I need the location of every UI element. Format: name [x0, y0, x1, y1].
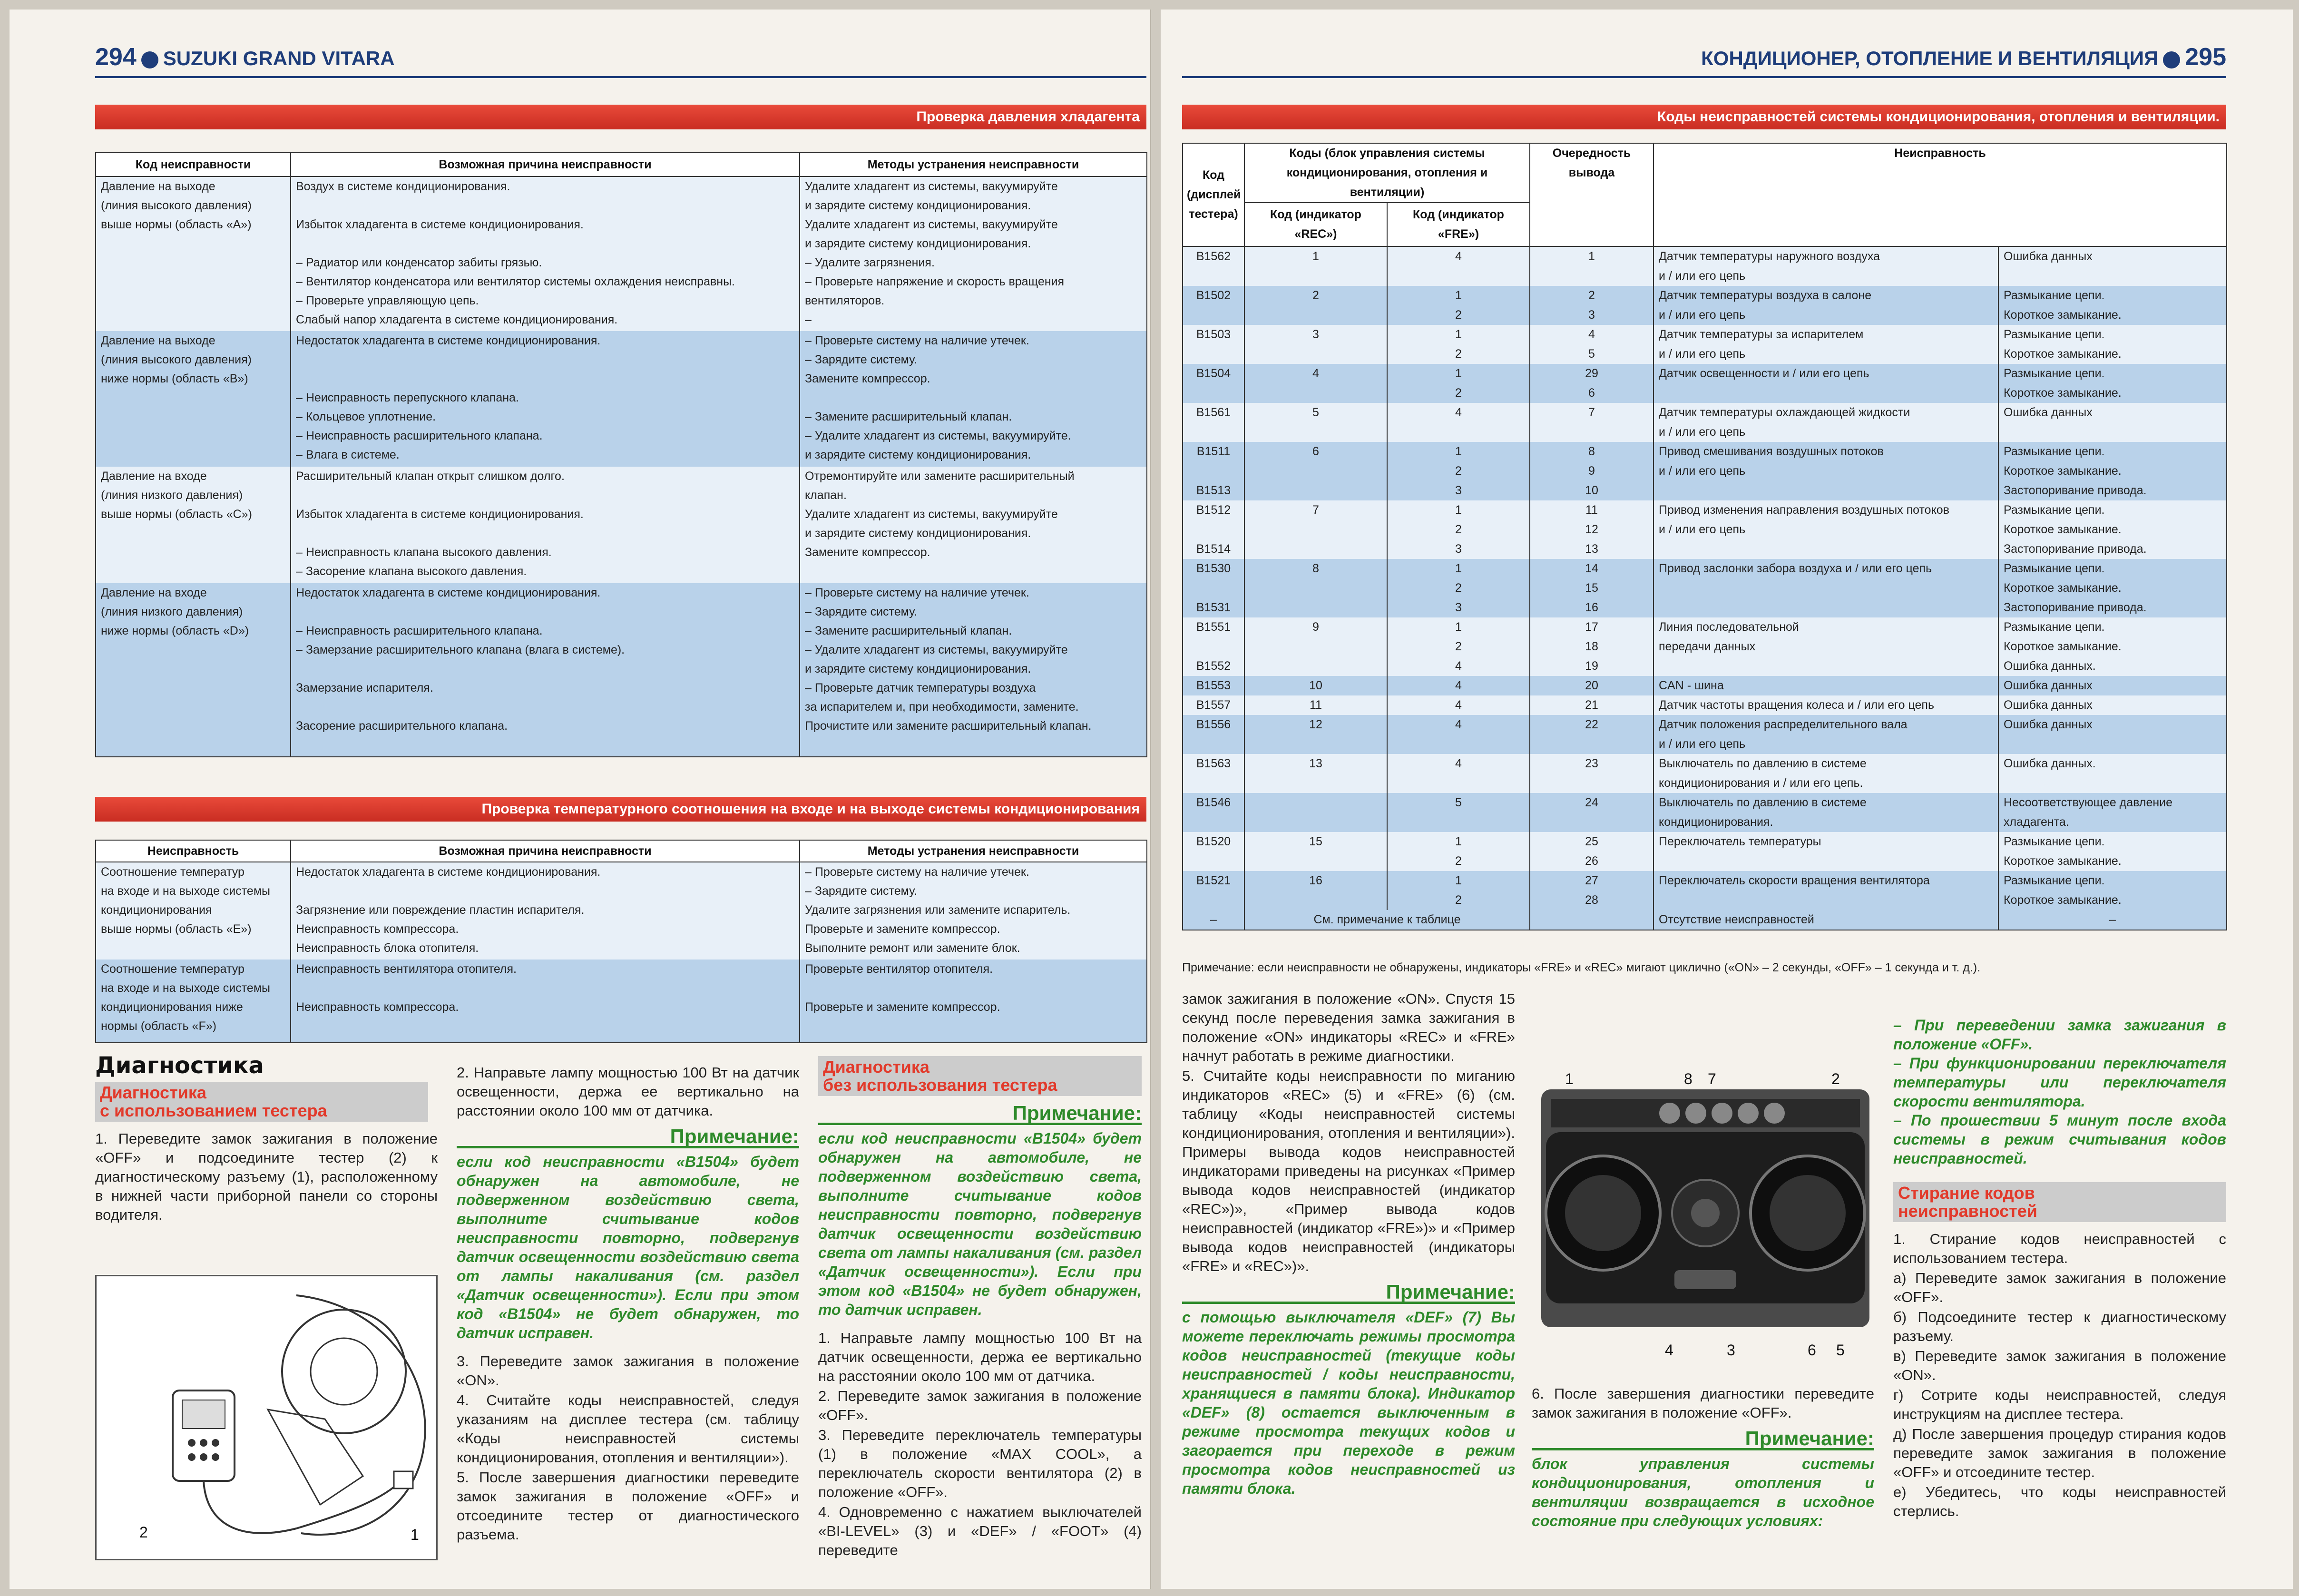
cell — [1530, 910, 1653, 930]
cell: Недостаток хладагента в системе кондиционирования. – Неисправность расширительного клапана. – Замерзание расширительного клапана (влага в системе). Замерзание испарителя. Засорение расширительного клапана. — [291, 583, 800, 757]
col-header: Код неисправности — [96, 153, 291, 176]
cell: B1546 — [1183, 793, 1244, 832]
cell: Неисправность вентилятора отопителя. Неисправность компрессора. — [291, 960, 800, 1043]
cell: Переключатель скорости вращения вентилятора — [1653, 871, 1998, 910]
paragraph: замок зажигания в положение «ON». Спустя 15 секунд после переведения замка зажигания в положение «ON» индикаторы «REC» и «FRE» начнут работать в режиме диагностики. — [1182, 990, 1515, 1064]
paragraph: б) Подсоедините тестер к диагностическому разъему. — [1893, 1309, 2226, 1344]
table1-title: Проверка давления хладагента — [95, 105, 1146, 129]
col-header: Возможная причина неисправности — [291, 840, 800, 862]
table3-title: Коды неисправностей системы кондиционирования, отопления и вентиляции. — [1182, 105, 2226, 129]
cell: Ошибка данных. — [1998, 754, 2227, 793]
paragraph: 1. Стирание кодов неисправностей с использованием тестера. — [1893, 1231, 2226, 1266]
cell: B1511 B1513 — [1183, 442, 1244, 500]
note-body: – При переведении замка зажигания в положение «OFF». — [1893, 1017, 2226, 1053]
cell: B1530 B1531 — [1183, 559, 1244, 617]
cell: Размыкание цепи. Короткое замыкание. — [1998, 364, 2227, 403]
cell: Датчик освещенности и / или его цепь — [1653, 364, 1998, 403]
table-row — [96, 176, 1147, 331]
cell: B1561 — [1183, 403, 1244, 442]
cell: Датчик температуры за испарителем и / или его цепь — [1653, 325, 1998, 364]
cell: 16 — [1244, 871, 1387, 910]
table-row — [96, 583, 1147, 757]
paragraph: в) Переведите замок зажигания в положение «ON». — [1893, 1348, 2226, 1383]
col-header: Очередность вывода — [1530, 143, 1653, 246]
paragraph: г) Сотрите коды неисправностей, следуя инструкциям на дисплее тестера. — [1893, 1387, 2226, 1422]
cell: 13 — [1244, 754, 1387, 793]
cell: 1 — [1530, 246, 1653, 286]
table-row — [1183, 754, 2227, 793]
cell — [1244, 793, 1387, 832]
table-row — [1183, 559, 2227, 617]
paragraph: 5. После завершения диагностики переведите замок зажигания в положение «OFF» и отсоедините тестер от диагностического разъема. — [457, 1469, 799, 1543]
cell: Недостаток хладагента в системе кондиционирования. – Неисправность перепускного клапана. – Кольцевое уплотнение. – Неисправность расширительного клапана. – Влага в системе. — [291, 331, 800, 467]
cell: 11 12 13 — [1530, 500, 1653, 559]
control-panel-photo — [1532, 1070, 1879, 1327]
col-header: Код (дисплей тестера) — [1183, 143, 1244, 246]
cell: Размыкание цепи. Короткое замыкание. — [1998, 871, 2227, 910]
cell: 22 — [1530, 715, 1653, 754]
cell: Размыкание цепи. Короткое замыкание. Ошибка данных. — [1998, 617, 2227, 676]
cell: Давление на входе (линия низкого давления) выше нормы (область «С») — [96, 467, 291, 583]
cell: Недостаток хладагента в системе кондиционирования. Загрязнение или повреждение пластин испарителя. Неисправность компрессора. Неисправность блока отопителя. — [291, 862, 800, 960]
cell: 4 — [1387, 676, 1530, 695]
cell: Привод заслонки забора воздуха и / или его цепь — [1653, 559, 1998, 617]
bullet-icon — [141, 51, 158, 69]
table-row — [96, 331, 1147, 467]
figure-label: 4 — [1665, 1341, 1673, 1359]
cell: Выключатель по давлению в системе кондиционирования. — [1653, 793, 1998, 832]
cell: 4 — [1244, 364, 1387, 403]
table-row — [96, 960, 1147, 1043]
cell: 7 — [1244, 500, 1387, 559]
paragraph: 5. Считайте коды неисправности по миганию индикаторов «REC» (5) и «FRE» (6) (см. таблицу «Коды неисправностей системы кондиционирования, отопления и вентиляции»). Примеры вывода кодов неисправностей индикаторами приведены на рисунках «Пример вывода кодов неисправностей (индикатор «REC»)», «Пример вывода кодов неисправностей (индикатор «FRE»)» и «Пример вывода кодов неисправностей (индикаторы «FRE» и «REC»)». — [1182, 1067, 1515, 1274]
cell: Ошибка данных — [1998, 676, 2227, 695]
cell: Датчик частоты вращения колеса и / или его цепь — [1653, 695, 1998, 715]
cell: Размыкание цепи. Короткое замыкание. — [1998, 286, 2227, 325]
cell: 20 — [1530, 676, 1653, 695]
cell: 1 2 4 — [1387, 617, 1530, 676]
col-header: Неисправность — [96, 840, 291, 862]
header-rule — [95, 76, 1146, 78]
cell: Датчик положения распределительного вала и / или его цепь — [1653, 715, 1998, 754]
paragraph: е) Убедитесь, что коды неисправностей стерлись. — [1893, 1484, 2226, 1519]
paragraph: д) После завершения процедур стирания кодов переведите замок зажигания в положение «OFF» и отсоедините тестер. — [1893, 1426, 2226, 1480]
cell: 25 26 — [1530, 832, 1653, 871]
right-column-3 — [1893, 1016, 2226, 1522]
cell: B1563 — [1183, 754, 1244, 793]
cell: Соотношение температур на входе и на выходе системы кондиционирования ниже нормы (область «F») — [96, 960, 291, 1043]
cell: 9 — [1244, 617, 1387, 676]
section-title: Диагностика — [95, 1052, 264, 1079]
table-footnote: Примечание: если неисправности не обнаружены, индикаторы «FRE» и «REC» мигают циклично («ON» – 2 секунды, «OFF» – 1 секунда и т. д.). — [1182, 961, 1981, 974]
note-body: – При функционировании переключателя температуры или переключателя скорости вентилятора. — [1893, 1055, 2226, 1110]
paragraph: 6. После завершения диагностики переведите замок зажигания в положение «OFF». — [1532, 1385, 1874, 1421]
cell: Отсутствие неисправностей — [1653, 910, 1998, 930]
note-title: Примечание: — [1532, 1429, 1874, 1450]
cell: 3 — [1244, 325, 1387, 364]
cell: Ошибка данных — [1998, 715, 2227, 754]
paragraph: а) Переведите замок зажигания в положение «OFF». — [1893, 1270, 2226, 1305]
cell: См. примечание к таблице — [1244, 910, 1530, 930]
figure-label: 1 — [1565, 1070, 1574, 1087]
cell: 1 2 3 — [1387, 559, 1530, 617]
cell: B1504 — [1183, 364, 1244, 403]
right-column-1 — [1182, 989, 1515, 1498]
figure-label: 3 — [1727, 1341, 1735, 1359]
right-page — [1161, 10, 2293, 1589]
table2-title: Проверка температурного соотношения на входе и на выходе системы кондиционирования — [95, 797, 1146, 822]
cell: Давление на входе (линия низкого давления) ниже нормы (область «D») — [96, 583, 291, 757]
cell: 12 — [1244, 715, 1387, 754]
cell: B1503 — [1183, 325, 1244, 364]
bullet-icon — [2163, 51, 2180, 69]
cell: 8 9 10 — [1530, 442, 1653, 500]
cell: Датчик температуры наружного воздуха и / или его цепь — [1653, 246, 1998, 286]
cell: – Проверьте систему на наличие утечек. – Зарядите систему. Замените компрессор. – Замените расширительный клапан. – Удалите хладагент из системы, вакуумируйте. и зарядите систему кондиционирования. — [800, 331, 1147, 467]
col-header: Неисправность — [1653, 143, 2227, 246]
cell: Датчик температуры охлаждающей жидкости и / или его цепь — [1653, 403, 1998, 442]
cell: 4 — [1387, 403, 1530, 442]
cell: 23 — [1530, 754, 1653, 793]
cell: 4 — [1387, 754, 1530, 793]
table-row — [96, 862, 1147, 960]
cell: 5 — [1244, 403, 1387, 442]
note-body: с помощью выключателя «DEF» (7) Вы можете переключать режимы просмотра кодов неисправностей (текущие коды неисправностей / коды неисправности, хранящиеся в памяти блока). Индикатор «DEF» (8) остается выключенным в режиме просмотра текущих кодов и загорается при переходе в режим просмотра кодов неисправностей из памяти блока. — [1182, 1309, 1515, 1497]
diag-column-2 — [457, 1063, 799, 1545]
table-row — [1183, 695, 2227, 715]
subsection-title: Стирание кодов неисправностей — [1893, 1182, 2226, 1222]
cell: Линия последовательной передачи данных — [1653, 617, 1998, 676]
col-header: Возможная причина неисправности — [291, 153, 800, 176]
temperature-table — [95, 840, 1147, 1043]
right-column-2 — [1532, 1384, 1874, 1530]
tester-diagram — [97, 1276, 438, 1560]
fault-codes-table — [1182, 143, 2227, 930]
table-row — [1183, 364, 2227, 403]
cell: Ошибка данных — [1998, 246, 2227, 286]
cell: 1 — [1244, 246, 1387, 286]
note-title: Примечание: — [1182, 1283, 1515, 1304]
table-row — [1183, 500, 2227, 559]
cell: 10 — [1244, 676, 1387, 695]
cell: 1 2 — [1387, 286, 1530, 325]
cell: 17 18 19 — [1530, 617, 1653, 676]
cell: 5 — [1387, 793, 1530, 832]
cell: 4 — [1387, 695, 1530, 715]
table-row — [96, 467, 1147, 583]
left-header — [95, 43, 395, 71]
cell: Привод смешивания воздушных потоков и / или его цепь — [1653, 442, 1998, 500]
cell: Соотношение температур на входе и на выходе системы кондиционирования выше нормы (область «Е») — [96, 862, 291, 960]
cell: 1 2 — [1387, 871, 1530, 910]
cell: Проверьте вентилятор отопителя. Проверьте и замените компрессор. — [800, 960, 1147, 1043]
cell: Несоответствующее давление хладагента. — [1998, 793, 2227, 832]
cell: Переключатель температуры — [1653, 832, 1998, 871]
note-title: Примечание: — [457, 1127, 799, 1148]
cell: Привод изменения направления воздушных потоков и / или его цепь — [1653, 500, 1998, 559]
cell: Ошибка данных — [1998, 403, 2227, 442]
tester-figure — [95, 1275, 438, 1560]
brand-title: SUZUKI GRAND VITARA — [163, 47, 395, 69]
cell: B1520 — [1183, 832, 1244, 871]
cell: Размыкание цепи. Короткое замыкание. — [1998, 325, 2227, 364]
cell: 27 28 — [1530, 871, 1653, 910]
cell: 24 — [1530, 793, 1653, 832]
cell: Воздух в системе кондиционирования. Избыток хладагента в системе кондиционирования. – Радиатор или конденсатор забиты грязью. – Вентилятор конденсатора или вентилятор системы охлаждения неисправны. – Проверьте управляющую цепь. Слабый напор хладагента в системе кондиционирования. — [291, 176, 800, 331]
col-header: Методы устранения неисправности — [800, 840, 1147, 862]
left-page — [10, 10, 1151, 1589]
cell: B1557 — [1183, 695, 1244, 715]
cell: B1502 — [1183, 286, 1244, 325]
cell: B1562 — [1183, 246, 1244, 286]
note-body: если код неисправности «B1504» будет обнаружен на автомобиле, не подверженном воздействию света, выполните считывание кодов неисправности повторно, подвергнув датчик освещенности воздействию света от лампы накаливания (см. раздел «Датчик освещенности»). Если при этом код «B1504» не будет обнаружен, то датчик исправен. — [457, 1153, 799, 1341]
cell: 2 3 — [1530, 286, 1653, 325]
cell: 7 — [1530, 403, 1653, 442]
cell: Размыкание цепи. Короткое замыкание. — [1998, 832, 2227, 871]
table-row — [1183, 715, 2227, 754]
cell: B1551 B1552 — [1183, 617, 1244, 676]
note-body: если код неисправности «B1504» будет обнаружен на автомобиле, не подверженном воздействию света, выполните считывание кодов неисправности повторно, подвергнув датчик освещенности воздействию света от лампы накаливания (см. раздел «Датчик освещенности»). Если при этом код «B1504» не будет обнаружен, то датчик исправен. — [818, 1130, 1142, 1318]
cell: 14 15 16 — [1530, 559, 1653, 617]
cell: Расширительный клапан открыт слишком долго. Избыток хладагента в системе кондиционирования. – Неисправность клапана высокого давления. – Засорение клапана высокого давления. — [291, 467, 800, 583]
subsection-title: Диагностика без использования тестера — [818, 1056, 1142, 1096]
table-row — [1183, 793, 2227, 832]
figure-label: 2 — [1831, 1070, 1840, 1087]
cell: Давление на выходе (линия высокого давления) ниже нормы (область «В») — [96, 331, 291, 467]
cell: 1 2 — [1387, 325, 1530, 364]
cell: 4 — [1387, 715, 1530, 754]
left-page-number: 294 — [95, 43, 137, 71]
figure-label: 6 — [1808, 1341, 1816, 1359]
cell: 1 2 — [1387, 364, 1530, 403]
right-header — [1701, 43, 2226, 71]
cell: Размыкание цепи. Короткое замыкание. Застопоривание привода. — [1998, 442, 2227, 500]
table-row — [1183, 286, 2227, 325]
col-header: Код (индикатор «FRE») — [1387, 203, 1530, 246]
table-row — [1183, 617, 2227, 676]
right-page-number: 295 — [2185, 43, 2226, 71]
paragraph: 3. Переведите замок зажигания в положение «ON». — [457, 1353, 799, 1389]
cell: Датчик температуры воздуха в салоне и / или его цепь — [1653, 286, 1998, 325]
subsection-title: Диагностика с использованием тестера — [95, 1082, 428, 1122]
note-title: Примечание: — [818, 1104, 1142, 1125]
cell: – Проверьте систему на наличие утечек. – Зарядите систему. Удалите загрязнения или замените испаритель. Проверьте и замените компрессор. Выполните ремонт или замените блок. — [800, 862, 1147, 960]
cell: 15 — [1244, 832, 1387, 871]
table-row — [1183, 910, 2227, 930]
table-row — [1183, 442, 2227, 500]
paragraph: 3. Переведите переключатель температуры (1) в положение «MAX COOL», а переключатель скорости вентилятора (2) в положение «OFF». — [818, 1427, 1142, 1500]
table-row — [1183, 325, 2227, 364]
table-row — [1183, 871, 2227, 910]
cell: Отремонтируйте или замените расширительный клапан. Удалите хладагент из системы, вакуумируйте и зарядите систему кондиционирования. Замените компрессор. — [800, 467, 1147, 583]
cell: 1 2 3 — [1387, 500, 1530, 559]
table-row — [1183, 832, 2227, 871]
cell: B1553 — [1183, 676, 1244, 695]
diag-column-1 — [95, 1052, 438, 1225]
pressure-table — [95, 152, 1147, 757]
cell: Размыкание цепи. Короткое замыкание. Застопоривание привода. — [1998, 500, 2227, 559]
cell: 21 — [1530, 695, 1653, 715]
note-body: блок управления системы кондиционирования, отопления и вентиляции возвращается в исходное состояние при следующих условиях: — [1532, 1455, 1874, 1529]
table-row — [1183, 676, 2227, 695]
paragraph: 1. Переведите замок зажигания в положение «OFF» и подсоедините тестер (2) к диагностическому разъему (1), расположенному в нижней части приборной панели со стороны водителя. — [95, 1130, 438, 1223]
cell: 8 — [1244, 559, 1387, 617]
col-header: Коды (блок управления системы кондиционирования, отопления и вентиляции) — [1244, 143, 1530, 203]
cell: B1512 B1514 — [1183, 500, 1244, 559]
cell: Ошибка данных — [1998, 695, 2227, 715]
paragraph: 4. Считайте коды неисправностей, следуя указаниям на дисплее тестера (см. таблицу «Коды неисправностей системы кондиционирования, отопления и вентиляции»). — [457, 1392, 799, 1466]
cell: Размыкание цепи. Короткое замыкание. Застопоривание привода. — [1998, 559, 2227, 617]
paragraph: 2. Переведите замок зажигания в положение «OFF». — [818, 1388, 1142, 1423]
cell: CAN - шина — [1653, 676, 1998, 695]
paragraph: 2. Направьте лампу мощностью 100 Вт на датчик освещенности, держа ее вертикально на расстоянии около 100 мм от датчика. — [457, 1064, 799, 1119]
cell: 29 6 — [1530, 364, 1653, 403]
cell: 11 — [1244, 695, 1387, 715]
cell: – — [1183, 910, 1244, 930]
figure-label: 7 — [1708, 1070, 1716, 1087]
cell: Давление на выходе (линия высокого давления) выше нормы (область «А») — [96, 176, 291, 331]
paragraph: 1. Направьте лампу мощностью 100 Вт на датчик освещенности, держа ее вертикально на расстоянии около 100 мм от датчика. — [818, 1330, 1142, 1384]
col-header: Методы устранения неисправности — [800, 153, 1147, 176]
figure-label: 2 — [139, 1524, 148, 1541]
table-row — [1183, 403, 2227, 442]
col-header: Код (индикатор «REC») — [1244, 203, 1387, 246]
control-panel-figure — [1532, 1070, 1879, 1327]
cell: – — [1998, 910, 2227, 930]
cell: – Проверьте систему на наличие утечек. – Зарядите систему. – Замените расширительный клапан. – Удалите хладагент из системы, вакуумируйте и зарядите систему кондиционирования. – Проверьте датчик температуры воздуха за испарителем и, при необходимости, замените. Прочистите или замените расширительный клапан. — [800, 583, 1147, 757]
cell: 4 — [1387, 246, 1530, 286]
figure-label: 1 — [411, 1526, 419, 1543]
cell: 1 2 — [1387, 832, 1530, 871]
note-body: – По прошествии 5 минут после входа системы в режим считывания кодов неисправностей. — [1893, 1112, 2226, 1167]
cell: Удалите хладагент из системы, вакуумируйте и зарядите систему кондиционирования. Удалите хладагент из системы, вакуумируйте и зарядите систему кондиционирования. – Удалите загрязнения. – Проверьте напряжение и скорость вращения вентиляторов. – — [800, 176, 1147, 331]
table-row — [1183, 246, 2227, 286]
cell: Выключатель по давлению в системе кондиционирования и / или его цепь. — [1653, 754, 1998, 793]
chapter-title: КОНДИЦИОНЕР, ОТОПЛЕНИЕ И ВЕНТИЛЯЦИЯ — [1701, 47, 2159, 69]
diag-column-3 — [818, 1056, 1142, 1561]
figure-label: 8 — [1684, 1070, 1692, 1087]
cell: 6 — [1244, 442, 1387, 500]
cell: B1556 — [1183, 715, 1244, 754]
header-rule — [1182, 76, 2226, 78]
cell: 1 2 3 — [1387, 442, 1530, 500]
paragraph: 4. Одновременно с нажатием выключателей «BI-LEVEL» (3) и «DEF» / «FOOT» (4) переведите — [818, 1504, 1142, 1558]
cell: B1521 — [1183, 871, 1244, 910]
figure-label: 5 — [1836, 1341, 1845, 1359]
cell: 2 — [1244, 286, 1387, 325]
cell: 4 5 — [1530, 325, 1653, 364]
